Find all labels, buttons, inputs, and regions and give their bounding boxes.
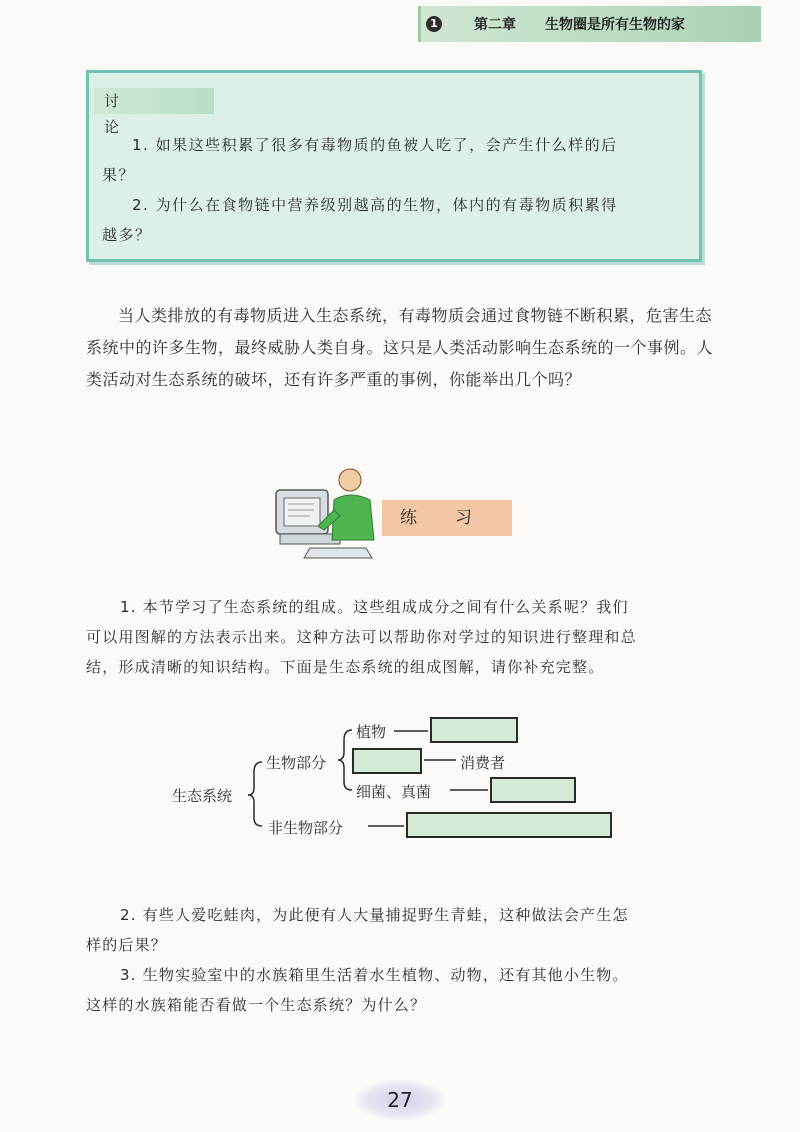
diagram-plants: 植物 — [356, 723, 387, 741]
chapter-title: 生物圈是所有生物的家 — [545, 17, 685, 33]
exercise-q2-line1: 2. 有些人爱吃蛙肉，为此便有人大量捕捉野生青蛙，这种做法会产生怎 — [120, 906, 629, 924]
exercise-q2-line2: 样的后果？ — [86, 936, 168, 954]
discussion-q1-line2: 果？ — [102, 166, 136, 184]
chapter-bullet: 1 — [426, 16, 442, 32]
exercise-q3-line2: 这样的水族箱能否看做一个生态系统？为什么？ — [86, 996, 427, 1014]
body-paragraph: 当人类排放的有毒物质进入生态系统，有毒物质会通过食物链不断积累，危害生态系统中的许多生物，最终威胁人类自身。这只是人类活动影响生态系统的一个事例。人类活动对生态系统的破坏，还有许多严重的事例，你能举出几个吗？ — [86, 306, 714, 389]
diagram-blank-box-animals[interactable] — [352, 748, 422, 774]
exercise-label: 练习 — [382, 500, 512, 536]
chapter-number: 第二章 — [474, 17, 516, 33]
diagram-blank-box-nonbio[interactable] — [406, 812, 612, 838]
exercise-q3-line1: 3. 生物实验室中的水族箱里生活着水生植物、动物，还有其他小生物。 — [120, 966, 629, 984]
exercise-q1-line3: 结，形成清晰的知识结构。下面是生态系统的组成图解，请你补充完整。 — [86, 658, 605, 676]
diagram-consumers: 消费者 — [460, 754, 506, 772]
diagram-blank-box-decomposer-level[interactable] — [430, 717, 518, 743]
diagram-fungi: 细菌、真菌 — [356, 783, 432, 801]
exercise-q1-line2: 可以用图解的方法表示出来。这种方法可以帮助你对学过的知识进行整理和总 — [86, 628, 637, 646]
diagram-root-ecosystem: 生态系统 — [172, 787, 233, 805]
diagram-bio-part: 生物部分 — [266, 754, 327, 772]
diagram-nonbio-part: 非生物部分 — [268, 819, 344, 837]
discussion-q1-line1: 1. 如果这些积累了很多有毒物质的鱼被人吃了，会产生什么样的后 — [132, 136, 618, 154]
discussion-label: 讨论 — [94, 88, 214, 114]
discussion-q2-line1: 2. 为什么在食物链中营养级别越高的生物，体内的有毒物质积累得 — [132, 196, 618, 214]
page-number: 27 — [356, 1080, 444, 1120]
diagram-blank-box-decomposers[interactable] — [490, 777, 576, 803]
exercise-q1-line1: 1. 本节学习了生态系统的组成。这些组成成分之间有什么关系呢？我们 — [120, 598, 629, 616]
discussion-q2-line2: 越多？ — [102, 226, 152, 244]
